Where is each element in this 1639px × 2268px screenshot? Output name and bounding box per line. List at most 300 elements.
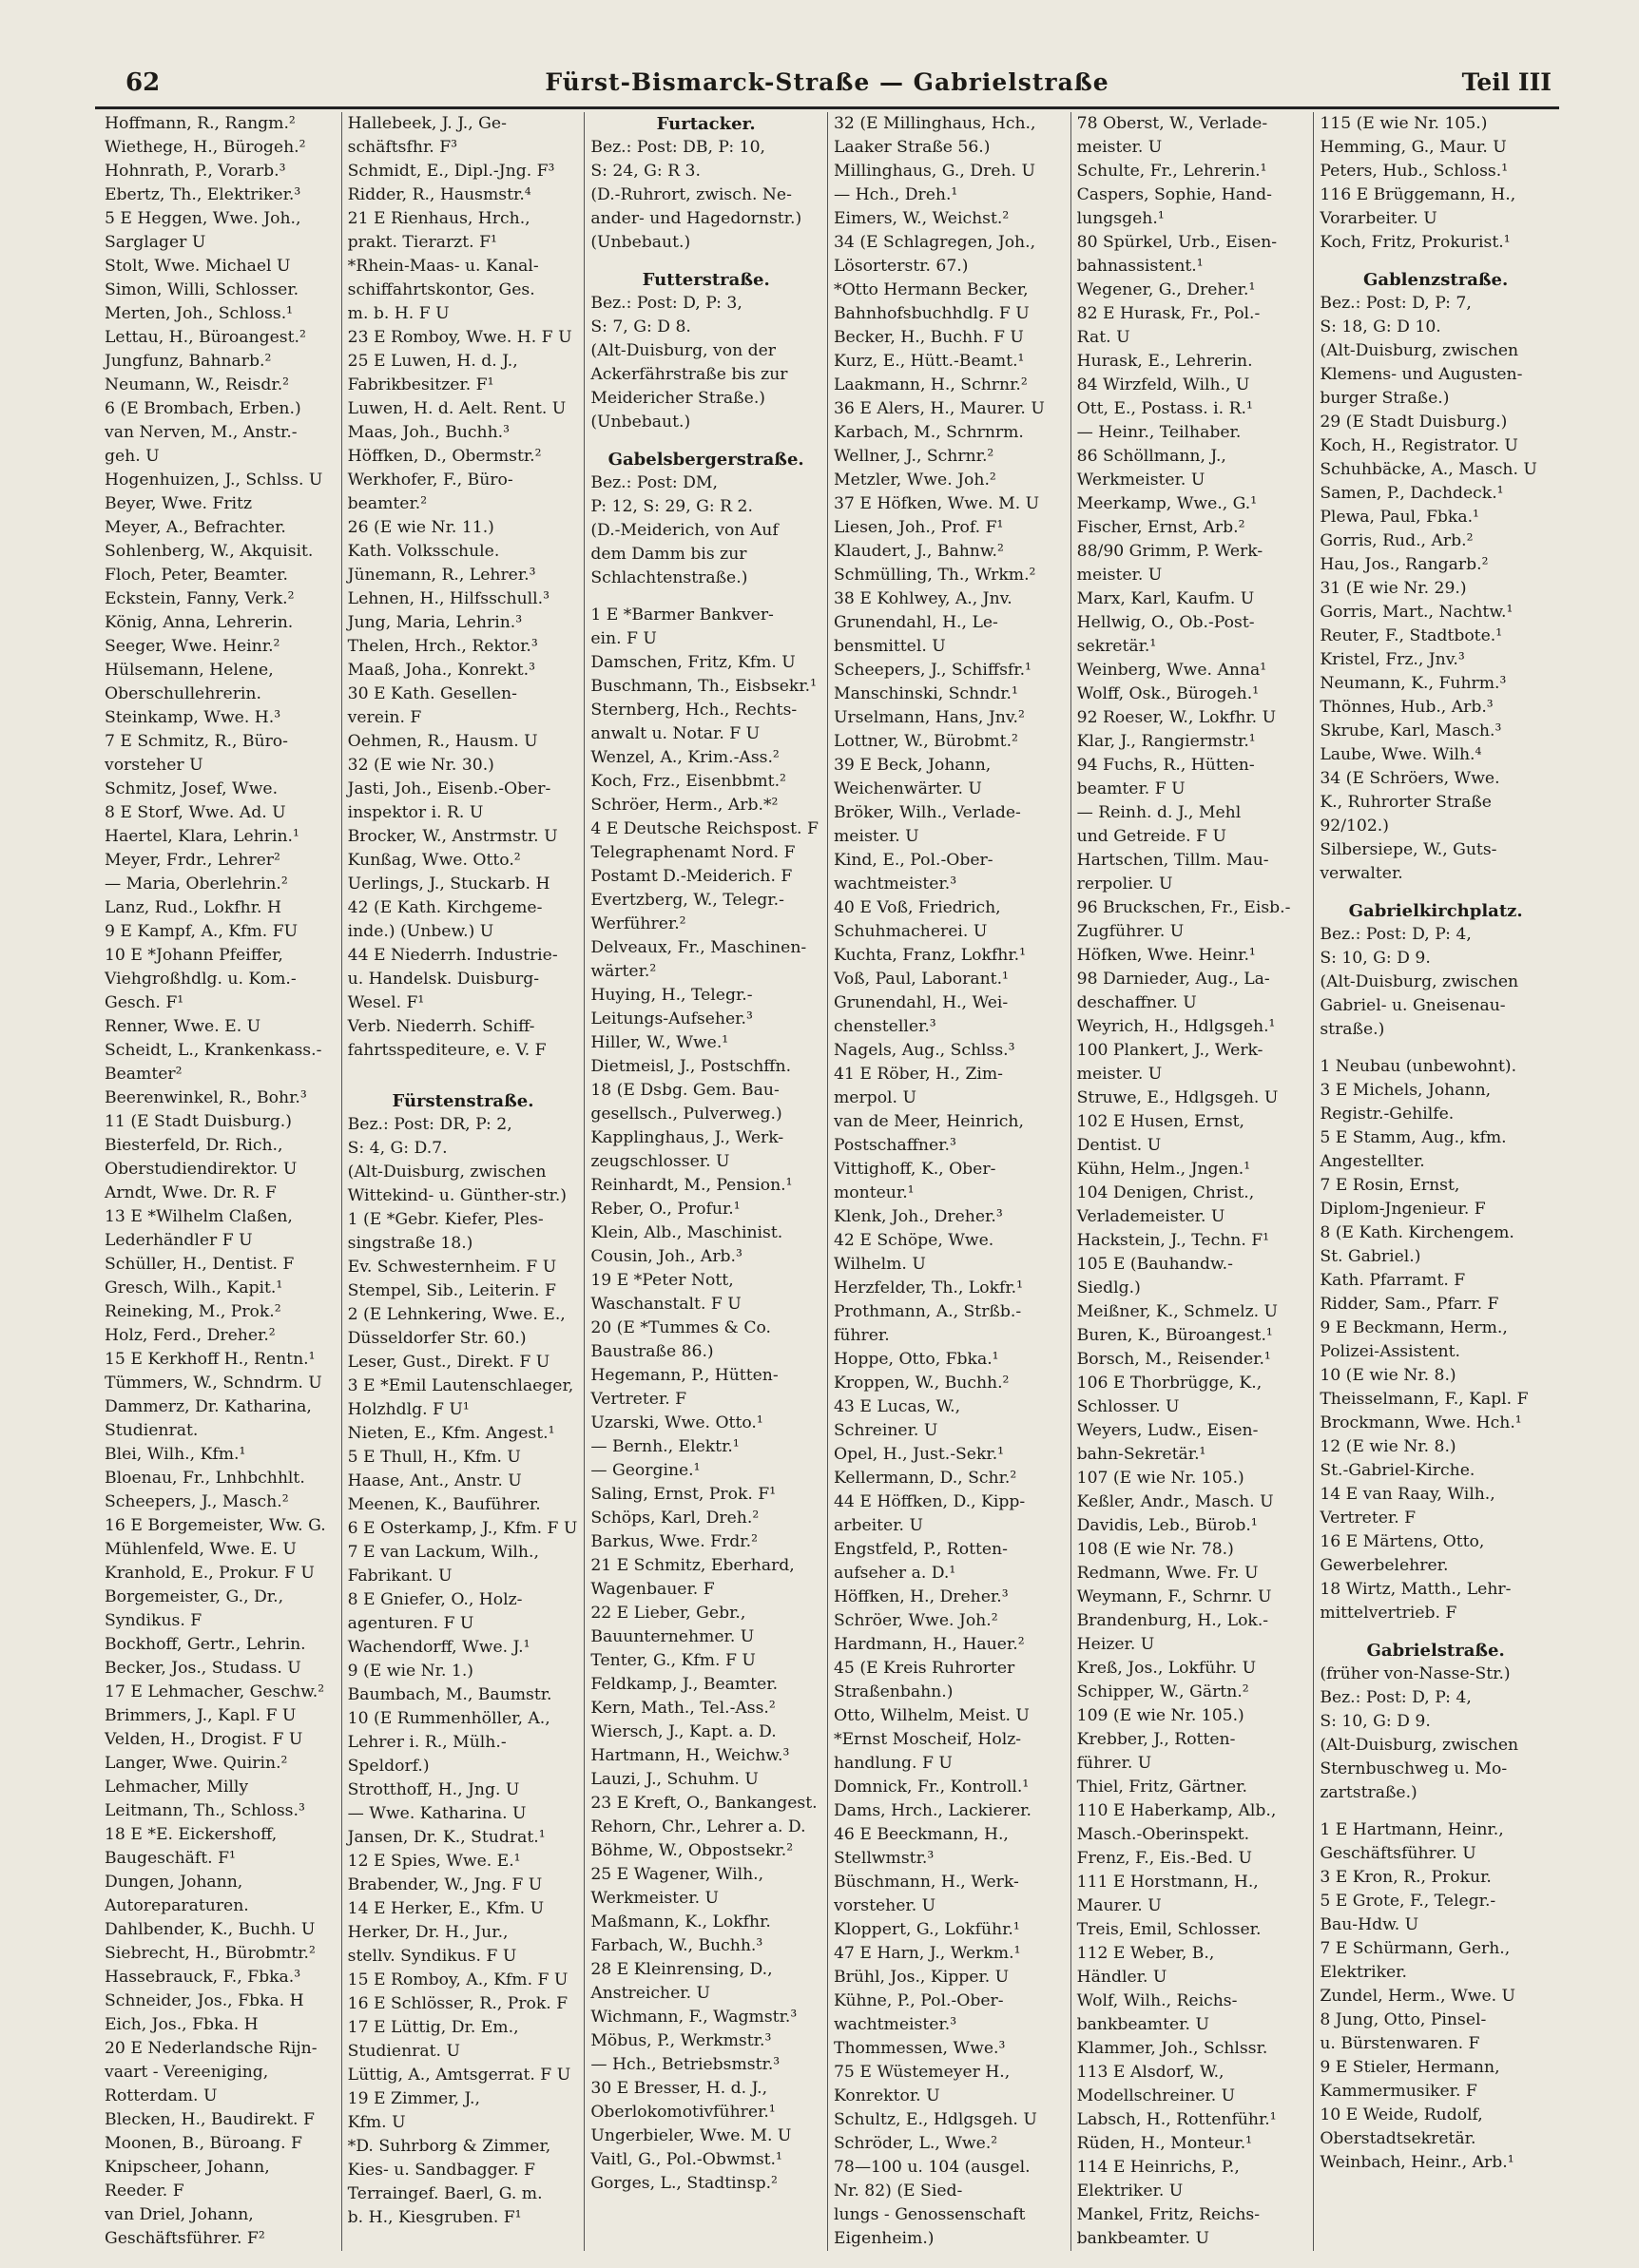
entry-line: Sohlenberg, W., Akquisit. bbox=[105, 542, 314, 561]
entry-line: Vaitl, G., Pol.-Obwmst.¹ bbox=[590, 2150, 782, 2169]
entry-line: Schröer, Wwe. Joh.² bbox=[834, 1611, 998, 1630]
entry-line: Borsch, M., Reisender.¹ bbox=[1076, 1350, 1271, 1369]
entry-line: (Unbebaut.) bbox=[590, 233, 691, 252]
entry-line: Brandenburg, H., Lok.- bbox=[1076, 1611, 1269, 1630]
entry-line: Dungen, Johann, bbox=[105, 1873, 243, 1892]
entry-line: vorsteher U bbox=[105, 756, 203, 775]
entry-line: 18 Wirtz, Matth., Lehr- bbox=[1320, 1580, 1512, 1599]
entry-line: van de Meer, Heinrich, bbox=[834, 1112, 1024, 1131]
entry-line: 4 E Deutsche Reichspost. F bbox=[590, 819, 819, 838]
entry-line: Peters, Hub., Schloss.¹ bbox=[1320, 162, 1509, 181]
entry-line: 29 (E Stadt Duisburg.) bbox=[1320, 413, 1508, 432]
entry-line: Kies- u. Sandbagger. F bbox=[347, 2161, 535, 2180]
entry-line: Lederhändler F U bbox=[105, 1231, 253, 1250]
entry-line: Wiersch, J., Kapt. a. D. bbox=[590, 1722, 777, 1741]
entry-line: (Unbebaut.) bbox=[590, 413, 691, 432]
entry-line: Gewerbelehrer. bbox=[1320, 1556, 1449, 1575]
entry-line: rerpolier. U bbox=[1076, 875, 1173, 894]
entry-line: Herker, Dr. H., Jur., bbox=[347, 1923, 509, 1942]
entry-line: Oberstudiendirektor. U bbox=[105, 1160, 298, 1179]
entry-line: Meidericher Straße.) bbox=[590, 389, 765, 408]
entry-line: Kühne, P., Pol.-Ober- bbox=[834, 1991, 1004, 2010]
entry-line: 16 E Schlösser, R., Prok. F bbox=[347, 1994, 569, 2013]
entry-line: Zugführer. U bbox=[1076, 922, 1185, 941]
entry-line: Scheepers, J., Masch.² bbox=[105, 1492, 289, 1511]
entry-line: bahnassistent.¹ bbox=[1076, 257, 1204, 276]
entry-line: Höffken, D., Obermstr.² bbox=[347, 447, 542, 466]
entry-line: Leitmann, Th., Schloss.³ bbox=[105, 1801, 305, 1820]
entry-line: 16 E Borgemeister, Ww. G. bbox=[105, 1516, 326, 1535]
entry-line: Leitungs-Aufseher.³ bbox=[590, 1009, 753, 1028]
entry-line: 3 E Kron, R., Prokur. bbox=[1320, 1868, 1492, 1887]
entry-line: vorsteher. U bbox=[834, 1896, 936, 1915]
column-6 bbox=[1314, 112, 1557, 2251]
spacer bbox=[348, 1063, 579, 1076]
entry-line: Steinkamp, Wwe. H.³ bbox=[105, 708, 281, 727]
entry-line: Schmitz, Josef, Wwe. bbox=[105, 779, 279, 798]
entry-line: Weyrich, H., Hdlgsgeh.¹ bbox=[1076, 1017, 1276, 1036]
entry-line: Delveaux, Fr., Maschinen- bbox=[590, 938, 807, 957]
entry-line: 5 E Thull, H., Kfm. U bbox=[347, 1448, 521, 1467]
entry-line: Hemming, G., Maur. U bbox=[1320, 138, 1507, 157]
entry-line: Hackstein, J., Techn. F¹ bbox=[1076, 1231, 1270, 1250]
entry-line: Klar, J., Rangiermstr.¹ bbox=[1076, 732, 1256, 751]
entry-line: Manschinski, Schndr.¹ bbox=[834, 684, 1018, 703]
entry-line: Hallebeek, J. J., Ge- bbox=[347, 114, 507, 133]
entry-line: Jungfunz, Bahnarb.² bbox=[105, 352, 272, 371]
entry-line: 98 Darnieder, Aug., La- bbox=[1076, 970, 1270, 989]
entry-line: Lehnen, H., Hilfsschull.³ bbox=[347, 589, 550, 608]
entry-line: Schröer, Herm., Arb.*² bbox=[590, 796, 779, 815]
entry-line: Ebertz, Th., Elektriker.³ bbox=[105, 185, 301, 204]
entry-line: Vittighoff, K., Ober- bbox=[834, 1160, 996, 1179]
entry-line: Maaß, Joha., Konrekt.³ bbox=[347, 661, 535, 680]
entry-line: Schuhbäcke, A., Masch. U bbox=[1320, 460, 1537, 479]
entry-line: 8 E Storf, Wwe. Ad. U bbox=[105, 803, 286, 822]
entry-line: beamter.² bbox=[347, 494, 428, 513]
entry-line: van Nerven, M., Anstr.- bbox=[105, 423, 298, 442]
entry-line: Knipscheer, Johann, bbox=[105, 2158, 270, 2177]
entry-line: ander- und Hagedornstr.) bbox=[590, 209, 802, 228]
entry-line: Becker, Jos., Studass. U bbox=[105, 1659, 301, 1678]
running-title: Fürst-Bismarck-Straße — Gabrielstraße bbox=[545, 68, 1109, 96]
entry-line: Wichmann, F., Wagmstr.³ bbox=[590, 2008, 798, 2027]
column-2 bbox=[342, 112, 586, 2251]
entry-line: Lettau, H., Büroangest.² bbox=[105, 328, 306, 347]
entry-line: Silbersiepe, W., Guts- bbox=[1320, 840, 1497, 859]
entry-line: Theisselmann, F., Kapl. F bbox=[1320, 1390, 1529, 1409]
entry-line: Bröker, Wilh., Verlade- bbox=[834, 803, 1021, 822]
entry-line: Neumann, W., Reisdr.² bbox=[105, 375, 290, 394]
entry-line: *Ernst Moscheif, Holz- bbox=[834, 1730, 1022, 1749]
entry-line: 40 E Voß, Friedrich, bbox=[834, 898, 1001, 917]
entry-line: Klenk, Joh., Dreher.³ bbox=[834, 1207, 1003, 1226]
entry-line: 46 E Beeckmann, H., bbox=[834, 1825, 1009, 1844]
entry-line: Höfken, Wwe. Heinr.¹ bbox=[1076, 946, 1256, 965]
entry-line: Kurz, E., Hütt.-Beamt.¹ bbox=[834, 352, 1025, 371]
entry-line: Liesen, Joh., Prof. F¹ bbox=[834, 518, 1004, 537]
entry-line: 30 E Bresser, H. d. J., bbox=[590, 2079, 768, 2098]
entry-line: m. b. H. F U bbox=[347, 304, 450, 323]
entry-line: Moonen, B., Büroang. F bbox=[105, 2134, 302, 2153]
entry-line: Sternberg, Hch., Rechts- bbox=[590, 701, 798, 720]
entry-line: arbeiter. U bbox=[834, 1516, 923, 1535]
entry-line: Koch, H., Registrator. U bbox=[1320, 436, 1518, 455]
entry-line: Schneider, Jos., Fbka. H bbox=[105, 1991, 304, 2010]
entry-line: Stempel, Sib., Leiterin. F bbox=[347, 1281, 556, 1300]
entry-line: Langer, Wwe. Quirin.² bbox=[105, 1754, 288, 1773]
entry-line: Verlademeister. U bbox=[1076, 1207, 1225, 1226]
entry-line: Klemens- und Augusten- bbox=[1320, 365, 1523, 384]
entry-line: Schlosser. U bbox=[1076, 1397, 1180, 1416]
entry-line: Registr.-Gehilfe. bbox=[1320, 1105, 1455, 1124]
entry-line: 82 E Hurask, Fr., Pol.- bbox=[1076, 304, 1261, 323]
page-number: 62 bbox=[125, 68, 161, 97]
entry-line: fahrtsspediteure, e. V. F bbox=[347, 1041, 547, 1060]
entry-line: P: 12, S: 29, G: R 2. bbox=[590, 497, 753, 516]
entry-line: 34 (E Schlagregen, Joh., bbox=[834, 233, 1036, 252]
entry-line: Arndt, Wwe. Dr. R. F bbox=[105, 1183, 277, 1202]
entry-line: 19 E *Peter Nott, bbox=[590, 1271, 734, 1290]
entry-line: u. Handelsk. Duisburg- bbox=[347, 970, 540, 989]
entry-line: 32 (E wie Nr. 30.) bbox=[347, 756, 494, 775]
entry-line: handlung. F U bbox=[834, 1754, 953, 1773]
entry-line: St. Gabriel.) bbox=[1320, 1247, 1421, 1266]
entry-line: 25 E Luwen, H. d. J., bbox=[347, 352, 518, 371]
entry-line: Meyer, A., Befrachter. bbox=[105, 518, 286, 537]
entry-line: führer. bbox=[834, 1326, 890, 1345]
column-1 bbox=[99, 112, 342, 2251]
entry-line: Treis, Emil, Schlosser. bbox=[1076, 1920, 1262, 1939]
entry-line: 107 (E wie Nr. 105.) bbox=[1076, 1469, 1244, 1488]
entry-line: — Hch., Betriebsmstr.³ bbox=[590, 2055, 781, 2074]
spacer bbox=[590, 434, 821, 448]
entry-line: Schüller, H., Dentist. F bbox=[105, 1255, 295, 1274]
entry-line: Lüttig, A., Amtsgerrat. F U bbox=[347, 2066, 571, 2085]
entry-line: Jasti, Joh., Eisenb.-Ober- bbox=[347, 779, 551, 798]
entry-line: Verb. Niederrh. Schiff- bbox=[347, 1017, 535, 1036]
entry-line: Struwe, E., Hdlgsgeh. U bbox=[1076, 1088, 1279, 1107]
entry-line: Voß, Paul, Laborant.¹ bbox=[834, 970, 1009, 989]
entry-line: Studienrat. bbox=[105, 1421, 199, 1440]
entry-line: Oberstadtsekretär. bbox=[1320, 2129, 1476, 2148]
entry-line: Ackerfährstraße bis zur bbox=[590, 365, 788, 384]
entry-line: Werkmeister. U bbox=[590, 1889, 719, 1908]
entry-line: Postschaffner.³ bbox=[834, 1136, 956, 1155]
entry-line: 10 E *Johann Pfeiffer, bbox=[105, 946, 283, 965]
entry-line: — Georgine.¹ bbox=[590, 1461, 701, 1480]
entry-line: Leser, Gust., Direkt. F U bbox=[347, 1353, 550, 1372]
entry-line: und Getreide. F U bbox=[1076, 827, 1226, 846]
entry-line: 11 (E Stadt Duisburg.) bbox=[105, 1112, 292, 1131]
entry-line: Thiel, Fritz, Gärtner. bbox=[1076, 1778, 1247, 1797]
entry-line: Becker, H., Buchh. F U bbox=[834, 328, 1024, 347]
entry-line: König, Anna, Lehrerin. bbox=[105, 613, 294, 632]
entry-line: Beamter² bbox=[105, 1065, 183, 1084]
entry-line: Stellwmstr.³ bbox=[834, 1849, 935, 1868]
entry-line: 12 E Spies, Wwe. E.¹ bbox=[347, 1852, 521, 1871]
entry-line: Jung, Maria, Lehrin.³ bbox=[347, 613, 523, 632]
entry-line: Schuhmacherei. U bbox=[834, 922, 988, 941]
entry-line: Bez.: Post: D, P: 7, bbox=[1320, 294, 1472, 313]
entry-line: 32 (E Millinghaus, Hch., bbox=[834, 114, 1036, 133]
entry-line: Thommessen, Wwe.³ bbox=[834, 2039, 1006, 2058]
entry-line: burger Straße.) bbox=[1320, 389, 1450, 408]
entry-line: inde.) (Unbew.) U bbox=[347, 922, 494, 941]
entry-line: Schultz, E., Hdlgsgeh. U bbox=[834, 2110, 1037, 2129]
entry-line: mittelvertrieb. F bbox=[1320, 1604, 1457, 1623]
entry-line: Baumbach, M., Baumstr. bbox=[347, 1685, 552, 1704]
entry-line: Laakmann, H., Schrnr.² bbox=[834, 375, 1028, 394]
entry-line: schäftsfhr. F³ bbox=[347, 138, 458, 157]
entry-line: Kammermusiker. F bbox=[1320, 2082, 1477, 2101]
entry-line: Bau-Hdw. U bbox=[1320, 1915, 1419, 1934]
entry-line: 7 E Schmitz, R., Büro- bbox=[105, 732, 288, 751]
entry-line: Renner, Wwe. E. U bbox=[105, 1017, 261, 1036]
entry-line: Laube, Wwe. Wilh.⁴ bbox=[1320, 745, 1482, 764]
entry-line: Meißner, K., Schmelz. U bbox=[1076, 1302, 1279, 1321]
entry-line: 5 E Stamm, Aug., kfm. bbox=[1320, 1128, 1507, 1147]
entry-line: 78 Oberst, W., Verlade- bbox=[1076, 114, 1268, 133]
entry-line: 105 E (Bauhandw.- bbox=[1076, 1255, 1233, 1274]
entry-line: 3 E *Emil Lautenschlaeger, bbox=[347, 1376, 574, 1395]
entry-line: 106 E Thorbrügge, K., bbox=[1076, 1374, 1263, 1393]
entry-line: Werkhofer, F., Büro- bbox=[347, 471, 513, 490]
entry-line: Fischer, Ernst, Arb.² bbox=[1076, 518, 1245, 537]
entry-line: Meerkamp, Wwe., G.¹ bbox=[1076, 494, 1258, 513]
entry-line: 22 E Lieber, Gebr., bbox=[590, 1604, 746, 1623]
entry-line: 88/90 Grimm, P. Werk- bbox=[1076, 542, 1263, 561]
entry-line: (Alt-Duisburg, zwischen bbox=[347, 1163, 547, 1182]
entry-line: Plewa, Paul, Fbka.¹ bbox=[1320, 508, 1479, 527]
entry-line: Oehmen, R., Hausm. U bbox=[347, 732, 538, 751]
entry-line: Meyer, Frdr., Lehrer² bbox=[105, 851, 280, 870]
entry-line: 45 (E Kreis Ruhrorter bbox=[834, 1659, 1015, 1678]
entry-line: 110 E Haberkamp, Alb., bbox=[1076, 1801, 1277, 1820]
entry-line: Dams, Hrch., Lackierer. bbox=[834, 1801, 1032, 1820]
entry-line: Karbach, M., Schrnrm. bbox=[834, 423, 1024, 442]
entry-line: lungsgeh.¹ bbox=[1076, 209, 1165, 228]
spacer bbox=[1320, 255, 1552, 268]
entry-line: Grunendahl, H., Le- bbox=[834, 613, 998, 632]
entry-line: Otto, Wilhelm, Meist. U bbox=[834, 1706, 1030, 1725]
entry-line: Oberschullehrerin. bbox=[105, 684, 261, 703]
entry-line: 10 (E Rummenhöller, A., bbox=[347, 1709, 550, 1728]
entry-line: Weichenwärter. U bbox=[834, 779, 982, 798]
entry-line: Bockhoff, Gertr., Lehrin. bbox=[105, 1635, 306, 1654]
entry-line: Böhme, W., Obpostsekr.² bbox=[590, 1841, 794, 1860]
entry-line: 9 (E wie Nr. 1.) bbox=[347, 1662, 474, 1681]
column-4 bbox=[828, 112, 1071, 2251]
entry-line: Wolff, Osk., Bürogeh.¹ bbox=[1076, 684, 1260, 703]
entry-line: agenturen. F U bbox=[347, 1614, 474, 1633]
entry-line: 23 E Romboy, Wwe. H. F U bbox=[347, 328, 572, 347]
entry-line: Haertel, Klara, Lehrin.¹ bbox=[105, 827, 299, 846]
entry-line: 10 (E wie Nr. 8.) bbox=[1320, 1366, 1456, 1385]
entry-line: Hoppe, Otto, Fbka.¹ bbox=[834, 1350, 999, 1369]
entry-line: 30 E Kath. Gesellen- bbox=[347, 684, 517, 703]
entry-line: 26 (E wie Nr. 11.) bbox=[347, 518, 494, 537]
entry-line: 115 (E wie Nr. 105.) bbox=[1320, 114, 1488, 133]
entry-line: Fabrikbesitzer. F¹ bbox=[347, 375, 494, 394]
entry-line: Bez.: Post: DB, P: 10, bbox=[590, 138, 765, 157]
entry-line: — Hch., Dreh.¹ bbox=[834, 185, 958, 204]
entry-line: Weyers, Ludw., Eisen- bbox=[1076, 1421, 1259, 1440]
spacer bbox=[590, 590, 821, 604]
entry-line: singstraße 18.) bbox=[347, 1234, 473, 1253]
entry-line: Siedlg.) bbox=[1076, 1278, 1141, 1297]
entry-line: — Reinh. d. J., Mehl bbox=[1076, 803, 1242, 822]
entry-line: Gabriel- u. Gneisenau- bbox=[1320, 996, 1506, 1015]
entry-line: 13 E *Wilhelm Claßen, bbox=[105, 1207, 293, 1226]
street-heading: Furtacker. bbox=[656, 114, 756, 134]
entry-line: Neumann, K., Fuhrm.³ bbox=[1320, 674, 1507, 693]
entry-line: 6 E Osterkamp, J., Kfm. F U bbox=[347, 1519, 578, 1538]
entry-line: Hassebrauck, F., Fbka.³ bbox=[105, 1968, 301, 1987]
entry-line: (Alt-Duisburg, zwischen bbox=[1320, 341, 1519, 360]
entry-line: 7 E Schürmann, Gerh., bbox=[1320, 1939, 1511, 1958]
entry-line: Schmidt, E., Dipl.-Jng. F³ bbox=[347, 162, 555, 181]
entry-line: Kind, E., Pol.-Ober- bbox=[834, 851, 993, 870]
entry-line: 109 (E wie Nr. 105.) bbox=[1076, 1706, 1244, 1725]
entry-line: u. Bürstenwaren. F bbox=[1320, 2034, 1480, 2053]
entry-line: 9 E Beckmann, Herm., bbox=[1320, 1318, 1508, 1337]
entry-line: Redmann, Wwe. Fr. U bbox=[1076, 1564, 1259, 1583]
entry-line: Kloppert, G., Lokführ.¹ bbox=[834, 1920, 1020, 1939]
street-heading: Gablenzstraße. bbox=[1363, 270, 1509, 290]
entry-line: Domnick, Fr., Kontroll.¹ bbox=[834, 1778, 1030, 1797]
entry-line: meister. U bbox=[1076, 566, 1163, 585]
entry-line: Anstreicher. U bbox=[590, 1984, 711, 2003]
entry-line: gesellsch., Pulverweg.) bbox=[590, 1105, 782, 1124]
entry-line: Krebber, J., Rotten- bbox=[1076, 1730, 1236, 1749]
entry-line: Lottner, W., Bürobmt.² bbox=[834, 732, 1018, 751]
entry-line: 86 Schöllmann, J., bbox=[1076, 447, 1226, 466]
entry-line: Lösorterstr. 67.) bbox=[834, 257, 969, 276]
entry-line: Damschen, Fritz, Kfm. U bbox=[590, 653, 796, 672]
entry-line: 7 E Rosin, Ernst, bbox=[1320, 1176, 1460, 1195]
entry-line: Hegemann, P., Hütten- bbox=[590, 1366, 779, 1385]
entry-line: bensmittel. U bbox=[834, 637, 946, 656]
entry-line: Bez.: Post: D, P: 4, bbox=[1320, 925, 1472, 944]
entry-line: Marx, Karl, Kaufm. U bbox=[1076, 589, 1255, 608]
entry-line: Hardmann, H., Hauer.² bbox=[834, 1635, 1025, 1654]
entry-line: anwalt u. Notar. F U bbox=[590, 724, 761, 743]
entry-line: 15 E Romboy, A., Kfm. F U bbox=[347, 1970, 569, 1989]
entry-line: Huying, H., Telegr.- bbox=[590, 986, 753, 1005]
entry-line: Waschanstalt. F U bbox=[590, 1295, 742, 1314]
entry-line: Klammer, Joh., Schlssr. bbox=[1076, 2039, 1268, 2058]
entry-line: 15 E Kerkhoff H., Rentn.¹ bbox=[105, 1350, 316, 1369]
entry-line: merpol. U bbox=[834, 1088, 916, 1107]
entry-line: Gorris, Mart., Nachtw.¹ bbox=[1320, 603, 1514, 622]
entry-line: Brabender, W., Jng. F U bbox=[347, 1875, 543, 1894]
entry-line: zeugschlosser. U bbox=[590, 1152, 730, 1171]
entry-line: Mühlenfeld, Wwe. E. U bbox=[105, 1540, 297, 1559]
entry-line: 6 (E Brombach, Erben.) bbox=[105, 399, 301, 418]
street-heading: Futterstraße. bbox=[642, 270, 770, 290]
entry-line: Möbus, P., Werkmstr.³ bbox=[590, 2031, 772, 2050]
entry-line: meister. U bbox=[1076, 138, 1163, 157]
entry-line: bankbeamter. U bbox=[1076, 2015, 1209, 2034]
entry-line: 19 E Zimmer, J., bbox=[347, 2089, 480, 2108]
entry-line: Kristel, Frz., Jnv.³ bbox=[1320, 650, 1465, 669]
entry-line: 3 E Michels, Johann, bbox=[1320, 1081, 1492, 1100]
entry-line: Mankel, Fritz, Reichs- bbox=[1076, 2205, 1261, 2224]
entry-line: Schmülling, Th., Wrkm.² bbox=[834, 566, 1036, 585]
entry-line: S: 24, G: R 3. bbox=[590, 162, 701, 181]
entry-line: 75 E Wüstemeyer H., bbox=[834, 2063, 1011, 2082]
entry-line: Vertreter. F bbox=[590, 1390, 687, 1409]
entry-line: monteur.¹ bbox=[834, 1183, 915, 1202]
entry-line: Schöps, Karl, Dreh.² bbox=[590, 1509, 760, 1528]
entry-line: Kern, Math., Tel.-Ass.² bbox=[590, 1699, 776, 1718]
entry-line: 113 E Alsdorf, W., bbox=[1076, 2063, 1224, 2082]
entry-line: Scheidt, L., Krankenkass.- bbox=[105, 1041, 322, 1060]
entry-line: 5 E Heggen, Wwe. Joh., bbox=[105, 209, 301, 228]
entry-line: 42 E Schöpe, Wwe. bbox=[834, 1231, 994, 1250]
entry-line: Metzler, Wwe. Joh.² bbox=[834, 471, 996, 490]
entry-line: (Alt-Duisburg, zwischen bbox=[1320, 972, 1519, 991]
entry-line: meister. U bbox=[834, 827, 919, 846]
entry-line: Engstfeld, P., Rotten- bbox=[834, 1540, 1008, 1559]
entry-line: Elektriker. bbox=[1320, 1963, 1407, 1982]
entry-line: Samen, P., Dachdeck.¹ bbox=[1320, 484, 1504, 503]
entry-line: 116 E Brüggemann, H., bbox=[1320, 185, 1516, 204]
entry-line: 21 E Rienhaus, Hrch., bbox=[347, 209, 530, 228]
entry-line: Bloenau, Fr., Lnhbchhlt. bbox=[105, 1469, 305, 1488]
entry-line: stellv. Syndikus. F U bbox=[347, 1947, 517, 1966]
entry-line: verwalter. bbox=[1320, 864, 1403, 883]
entry-line: Angestellter. bbox=[1320, 1152, 1425, 1171]
entry-line: Modellschreiner. U bbox=[1076, 2086, 1236, 2105]
entry-line: Telegraphenamt Nord. F bbox=[590, 843, 796, 862]
entry-line: Bez.: Post: DM, bbox=[590, 473, 718, 492]
entry-line: Opel, H., Just.-Sekr.¹ bbox=[834, 1445, 1005, 1464]
entry-line: Eigenheim.) bbox=[834, 2229, 935, 2248]
entry-line: Gresch, Wilh., Kapit.¹ bbox=[105, 1278, 283, 1297]
entry-line: Stolt, Wwe. Michael U bbox=[105, 257, 291, 276]
entry-line: Siebrecht, H., Bürobmtr.² bbox=[105, 1944, 316, 1963]
entry-line: Labsch, H., Rottenführ.¹ bbox=[1076, 2110, 1277, 2129]
entry-line: Weinberg, Wwe. Anna¹ bbox=[1076, 661, 1267, 680]
entry-line: Wolf, Wilh., Reichs- bbox=[1076, 1991, 1238, 2010]
entry-line: — Maria, Oberlehrin.² bbox=[105, 875, 288, 894]
entry-line: Uzarski, Wwe. Otto.¹ bbox=[590, 1413, 763, 1432]
entry-line: Baugeschäft. F¹ bbox=[105, 1849, 236, 1868]
entry-line: Schreiner. U bbox=[834, 1421, 938, 1440]
entry-line: Ridder, Sam., Pfarr. F bbox=[1320, 1295, 1499, 1314]
entry-line: Hohnrath, P., Vorarb.³ bbox=[105, 162, 286, 181]
entry-line: 5 E Grote, F., Telegr.- bbox=[1320, 1892, 1496, 1911]
entry-line: Bahnhofsbuchhdlg. F U bbox=[834, 304, 1030, 323]
entry-line: (D.-Ruhrort, zwisch. Ne- bbox=[590, 185, 792, 204]
entry-line: Werkmeister. U bbox=[1076, 471, 1205, 490]
entry-line: Ott, E., Postass. i. R.¹ bbox=[1076, 399, 1253, 418]
entry-line: Polizei-Assistent. bbox=[1320, 1342, 1460, 1361]
entry-line: Vertreter. F bbox=[1320, 1509, 1417, 1528]
entry-line: Dahlbender, K., Buchh. U bbox=[105, 1920, 316, 1939]
entry-line: Seeger, Wwe. Heinr.² bbox=[105, 637, 280, 656]
entry-line: Kfm. U bbox=[347, 2113, 406, 2132]
entry-line: Wegener, G., Dreher.¹ bbox=[1076, 280, 1256, 299]
entry-line: 9 E Kampf, A., Kfm. FU bbox=[105, 922, 299, 941]
entry-line: Konrektor. U bbox=[834, 2086, 940, 2105]
entry-line: Straßenbahn.) bbox=[834, 1682, 954, 1701]
entry-line: wärter.² bbox=[590, 962, 657, 981]
entry-line: chensteller.³ bbox=[834, 1017, 936, 1036]
entry-line: Wesel. F¹ bbox=[347, 993, 425, 1012]
